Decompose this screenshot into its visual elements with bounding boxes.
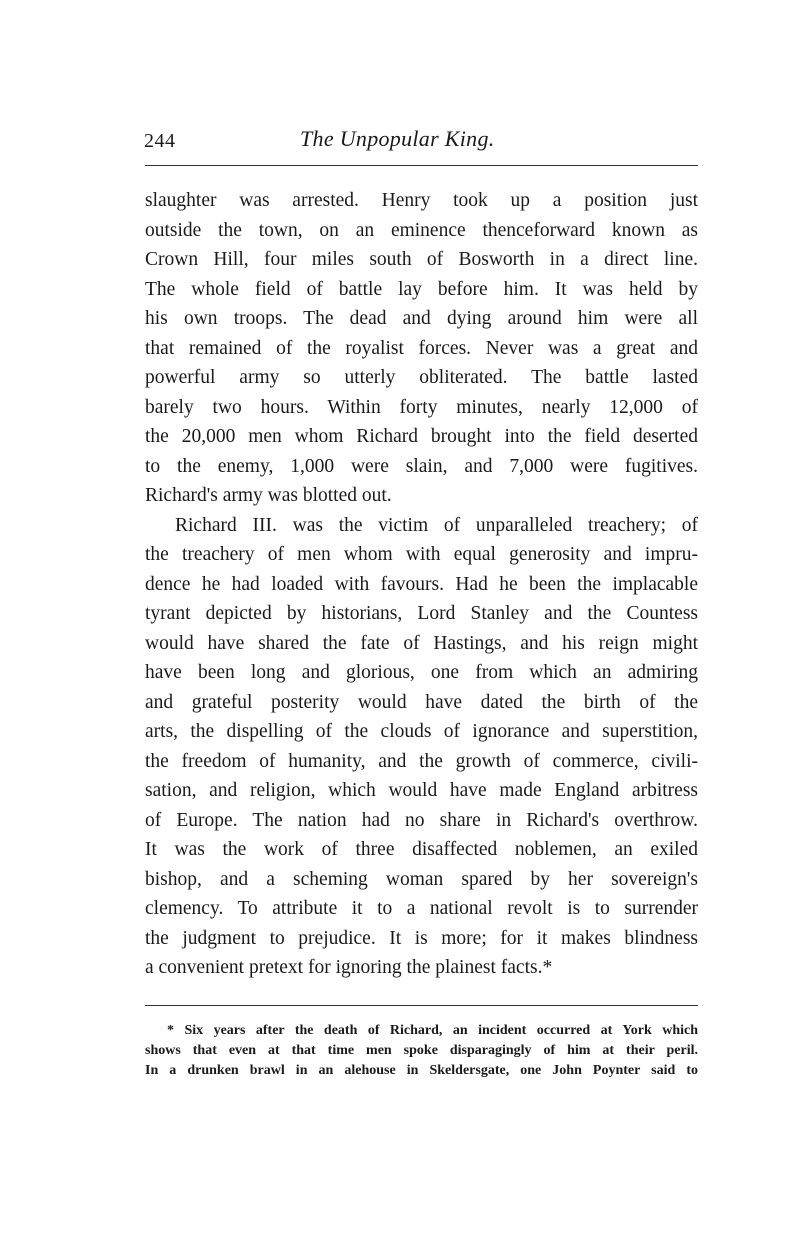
text-line: arts, the dispelling of the clouds of ignorance and superstition, [145,721,698,742]
text-line: to the enemy, 1,000 were slain, and 7,000 were fugitives. [145,455,698,477]
text-line: It was the work of three disaffected noblemen, an exiled [145,839,698,860]
text-line: the judgment to prejudice. It is more; for it makes blindness [145,927,698,949]
text-line: Richard's army was blotted out. [145,485,392,506]
header-rule [145,165,698,166]
footnote-rule [145,1005,698,1006]
text-line: bishop, and a scheming woman spared by her sovereign's [145,868,698,890]
text-line: the 20,000 men whom Richard brought into the field deserted [145,426,698,447]
text-line: clemency. To attribute it to a national revolt is to surrender [145,898,698,919]
text-line: Crown Hill, four miles south of Bosworth in a direct line. [145,249,698,270]
text-line: of Europe. The nation had no share in Richard's overthrow. [145,809,698,831]
running-title: The Unpopular King. [300,126,495,151]
text-line: tyrant depicted by historians, Lord Stanley and the Countess [145,603,698,624]
text-line: powerful army so utterly obliterated. The battle lasted [145,367,698,388]
footnote-line: shows that even at that time men spoke disparagingly of him at their peril. [145,1043,698,1058]
footnote-line: * Six years after the death of Richard, an incident occurred at York which [167,1023,698,1038]
text-line: The whole field of battle lay before him. It was held by [145,278,698,300]
text-line: slaughter was arrested. Henry took up a position just [145,190,698,211]
text-line: dence he had loaded with favours. Had he been the implacable [145,573,698,595]
text-line: his own troops. The dead and dying around him were all [145,308,698,329]
text-line: and grateful posterity would have dated the birth of the [145,691,698,713]
text-line: outside the town, on an eminence thenceforward known as [145,219,698,241]
footnote-line: In a drunken brawl in an alehouse in Skeldersgate, one John Poynter said to [145,1063,698,1078]
text-line: that remained of the royalist forces. Never was a great and [145,337,698,359]
text-line: a convenient pretext for ignoring the plainest facts.* [145,957,553,978]
text-line: the freedom of humanity, and the growth of commerce, civili- [145,750,698,772]
text-line: would have shared the fate of Hastings, and his reign might [145,632,698,654]
text-line: have been long and glorious, one from which an admiring [145,662,698,683]
text-line: barely two hours. Within forty minutes, nearly 12,000 of [145,396,698,418]
body-text [145,186,698,983]
text-line: sation, and religion, which would have made England arbitress [145,780,698,801]
footnote [145,1021,698,1081]
text-line: the treachery of men whom with equal generosity and impru- [145,544,698,565]
text-line: Richard III. was the victim of unparalleled treachery; of [175,514,698,536]
page-number: 244 [144,130,176,152]
